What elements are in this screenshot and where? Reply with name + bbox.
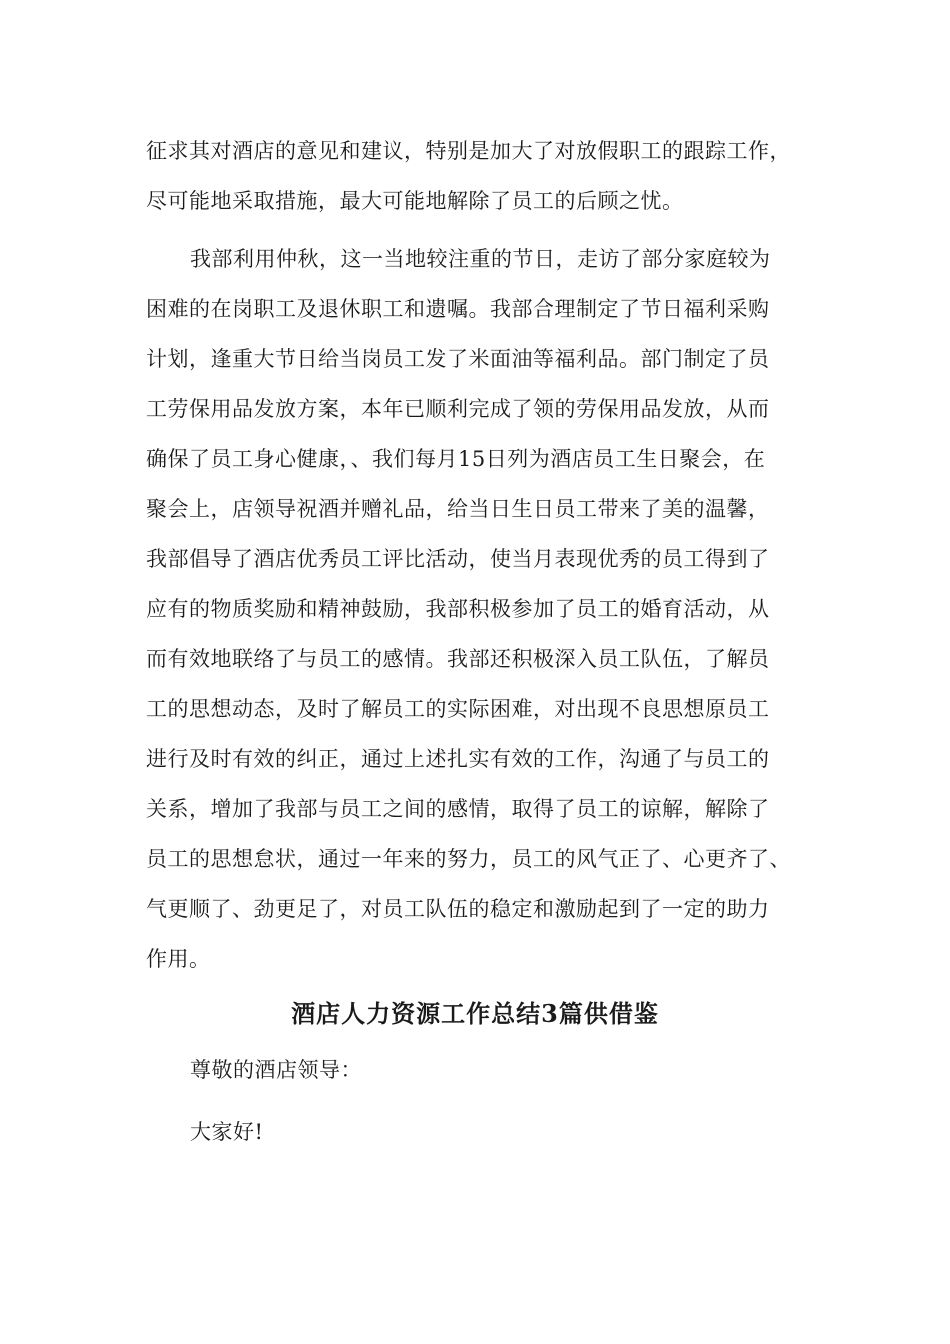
greeting: 大家好! [190,1120,264,1144]
paragraph-line: 关系，增加了我部与员工之间的感情，取得了员工的谅解，解除了 [146,797,770,821]
paragraph-line: 应有的物质奖励和精神鼓励，我部积极参加了员工的婚育活动，从 [146,597,770,621]
paragraph-line: 征求其对酒店的意见和建议，特别是加大了对放假职工的跟踪工作， [146,139,791,163]
paragraph-line: 我部倡导了酒店优秀员工评比活动，使当月表现优秀的员工得到了 [146,547,770,571]
paragraph-line: 工劳保用品发放方案，本年已顺利完成了领的劳保用品发放，从而 [146,397,770,421]
section-heading: 酒店人力资源工作总结3篇供借鉴 [291,999,659,1028]
paragraph-line: 计划，逢重大节日给当岗员工发了米面油等福利品。部门制定了员 [146,347,770,371]
paragraph-line: 确保了员工身心健康，、我们每月15日列为酒店员工生日聚会，在 [146,447,766,471]
paragraph-line: 进行及时有效的纠正，通过上述扎实有效的工作，沟通了与员工的 [146,747,770,771]
paragraph-line: 而有效地联络了与员工的感情。我部还积极深入员工队伍，了解员 [146,647,770,671]
paragraph-line: 困难的在岗职工及退休职工和遗嘱。我部合理制定了节日福利采购 [146,297,770,321]
paragraph-line: 聚会上，店领导祝酒并赠礼品，给当日生日员工带来了美的温馨， [146,497,770,521]
paragraph-line: 作用。 [146,947,211,971]
paragraph-line: 气更顺了、劲更足了，对员工队伍的稳定和激励起到了一定的助力 [146,897,770,921]
paragraph-line: 员工的思想怠状，通过一年来的努力，员工的风气正了、心更齐了、 [146,847,791,871]
paragraph-employee-welfare [146,234,806,984]
paragraph-line: 尽可能地采取措施，最大可能地解除了员工的后顾之忧。 [146,189,684,213]
paragraph-continuation [146,126,806,226]
salutation: 尊敬的酒店领导： [190,1058,362,1082]
paragraph-line: 我部利用仲秋，这一当地较注重的节日，走访了部分家庭较为 [190,247,771,271]
paragraph-line: 工的思想动态，及时了解员工的实际困难，对出现不良思想原员工 [146,697,770,721]
